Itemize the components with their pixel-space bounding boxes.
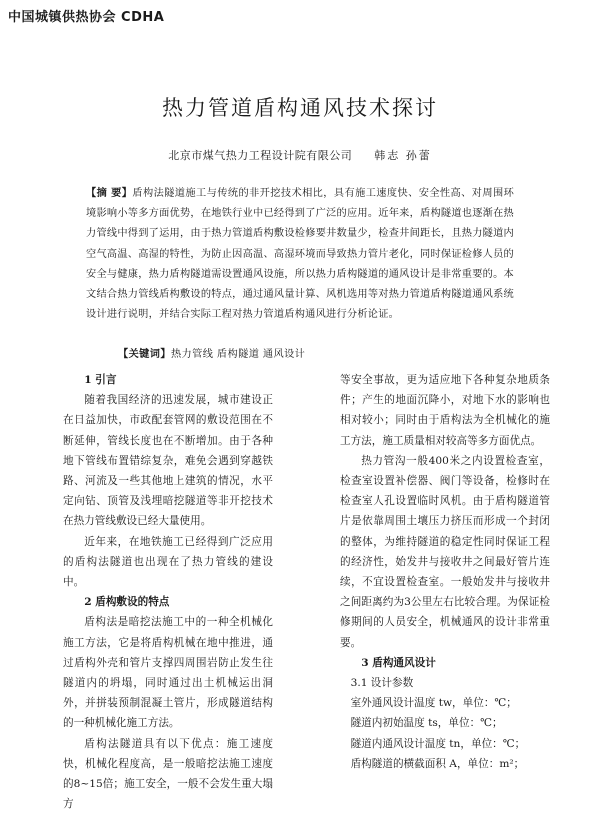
- paragraph: 盾构法是暗挖法施工中的一种全机械化施工方法，它是将盾构机械在地中推进，通过盾构外壳和管片支撑四周围岩防止发生往隧道内的坍塌，同时通过出土机械运出洞外，并拼装预制混凝土管片，形成隧道结构的一种机械化施工方法。: [63, 616, 273, 730]
- abstract: [86, 183, 514, 325]
- paragraph: 随着我国经济的迅速发展，城市建设正在日益加快，市政配套管网的敷设范围在不断延伸，管线长度也在不断增加。由于各种地下管线布置错综复杂，难免会遇到穿越铁路、河流及一些其他地上建筑的情况，水平定向钻、顶管及浅埋暗挖隧道等非开挖技术在热力管线敷设已经大量使用。: [63, 394, 273, 528]
- section-heading-intro: 1 引言: [84, 374, 117, 386]
- subsection-heading: 3.1 设计参数: [350, 677, 414, 690]
- page-title: 热力管道盾构通风技术探讨: [162, 96, 438, 120]
- right-column: [340, 370, 550, 774]
- section-heading-features: 2 盾构敷设的特点: [84, 596, 170, 609]
- parameter-item: 隧道内通风设计温度 tn，单位：℃；: [350, 737, 526, 750]
- keywords-text: 热力管线 盾构隧道 通风设计: [170, 349, 306, 360]
- keywords: [118, 345, 305, 360]
- parameter-item: 盾构隧道的横截面积 A，单位：m²；: [350, 757, 525, 770]
- parameter-item: 隧道内初始温度 ts，单位：℃；: [350, 717, 503, 730]
- paragraph: 热力管沟一般400米之内设置检查室，检查室设置补偿器、阀门等设备，检修时在检查室人孔设置临时风机。由于盾构隧道管片是依靠周围土壤压力挤压而形成一个封闭的整体，为维持隧道的稳定性同时保证工程的经济性，始发井与接收井之间最好管片连续，不宜设置检查室。一般始发井与接收井之间距离约为3公里左右比较合理。为保证检修期间的人员安全，机械通风的设计非常重要。: [340, 454, 550, 649]
- paragraph: 等安全事故，更为适应地下各种复杂地质条件；产生的地面沉降小，对地下水的影响也相对较小；同时由于盾构法为全机械化的施工方法，施工质量相对较高等多方面优点。: [340, 374, 550, 447]
- paragraph: 近年来，在地铁施工已经得到广泛应用的盾构法隧道也出现在了热力管线的建设中。: [63, 535, 273, 589]
- abstract-label: 【摘 要】: [86, 187, 133, 199]
- author-line: [0, 147, 600, 163]
- abstract-text: 盾构法隧道施工与传统的非开挖技术相比，具有施工速度快、安全性高、对周围环境影响小等多方面优势，在地铁行业中已经得到了广泛的应用。近年来，盾构隧道也逐渐在热力管线中得到了运用，由于热力管道盾构敷设检修要井数量少，检查井间距长，且热力隧道内空气高温、高湿的特性，为防止因高温、高湿环境而导致热力管片老化，同时保证检修人员的安全与健康，热力盾构隧道需设置通风设施，所以热力盾构隧道的通风设计是非常重要的。本文结合热力管线盾构敷设的特点，通过通风量计算、风机选用等对热力管道盾构隧道通风系统设计进行说明，并结合实际工程对热力管道盾构通风进行分析论证。: [86, 188, 515, 321]
- parameter-item: 室外通风设计温度 tw，单位：℃；: [350, 697, 517, 710]
- affiliation: 北京市煤气热力工程设计院有限公司: [168, 149, 353, 162]
- publisher-header: 中国城镇供热协会 CDHA: [8, 10, 165, 25]
- author-names: 韩志 孙蕾: [374, 149, 432, 162]
- left-column: [63, 370, 273, 814]
- keywords-label: 【关键词】: [118, 348, 171, 360]
- paragraph: 盾构法隧道具有以下优点：施工速度快，机械化程度高，是一般暗挖法施工速度的8~15倍；施工安全，一般不会发生重大塌方: [63, 737, 273, 811]
- section-heading-ventilation: 3 盾构通风设计: [361, 656, 436, 669]
